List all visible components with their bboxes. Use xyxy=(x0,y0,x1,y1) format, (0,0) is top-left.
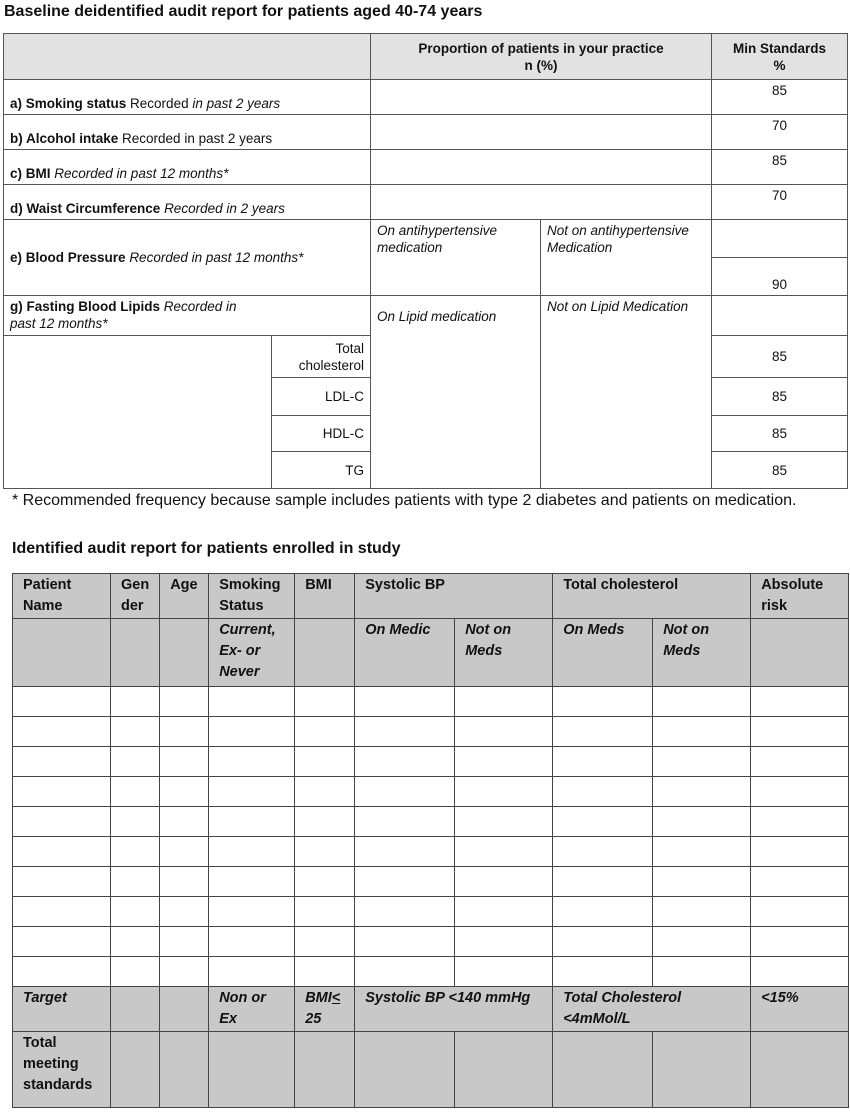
col-bmi: BMI xyxy=(295,574,355,619)
bp-not-on-med-cell[interactable]: Not on antihypertensive Medication xyxy=(541,220,712,296)
total-row: Total meeting standards xyxy=(13,1032,849,1108)
patients-audit-table xyxy=(12,573,849,1108)
header-blank xyxy=(4,34,371,80)
audit-row-bmi: c) BMI Recorded in past 12 months* 85 xyxy=(4,150,848,185)
col-systolic: Systolic BP xyxy=(355,574,553,619)
table-row xyxy=(13,927,849,957)
table-row xyxy=(13,777,849,807)
audit-row-alcohol: b) Alcohol intake Recorded in past 2 years 70 xyxy=(4,115,848,150)
proportion-cell[interactable] xyxy=(371,115,712,150)
table-row xyxy=(13,867,849,897)
patients-header-row xyxy=(13,574,849,619)
footnote: * Recommended frequency because sample includes patients with type 2 diabetes and patients on medication. xyxy=(12,492,797,509)
table-row xyxy=(13,687,849,717)
col-patient-name: Patient Name xyxy=(13,574,111,619)
audit-header-row xyxy=(4,34,848,80)
proportion-cell[interactable] xyxy=(371,150,712,185)
audit-row-lipids: g) Fasting Blood Lipids Recorded in past 12 months* On Lipid medication Not on Lipid Medication xyxy=(4,296,848,336)
target-row: Target Non or Ex BMI< 25 Systolic BP <140 mmHg Total Cholesterol <4mMol/L <15% xyxy=(13,987,849,1032)
col-age: Age xyxy=(160,574,209,619)
audit-row-bp: e) Blood Pressure Recorded in past 12 months* On antihypertensive medication Not on antihypertensive Medication xyxy=(4,220,848,258)
section2-title: Identified audit report for patients enrolled in study xyxy=(12,540,401,557)
col-absolute-risk: Absolute risk xyxy=(751,574,849,619)
lipid-row-total-cholesterol: Total cholesterol 85 xyxy=(4,336,848,378)
col-gender: Gen der xyxy=(111,574,160,619)
table-row xyxy=(13,957,849,987)
table-row xyxy=(13,807,849,837)
audit-row-smoking: a) Smoking status Recorded in past 2 years 85 xyxy=(4,80,848,115)
table-row xyxy=(13,837,849,867)
lipid-row-hdl: HDL-C 85 xyxy=(4,416,848,452)
table-row xyxy=(13,717,849,747)
lipid-row-tg: TG 85 xyxy=(4,452,848,489)
table-row xyxy=(13,747,849,777)
proportion-cell[interactable] xyxy=(371,185,712,220)
col-cholesterol: Total cholesterol xyxy=(553,574,751,619)
col-smoking: Smoking Status xyxy=(209,574,295,619)
baseline-audit-table xyxy=(3,33,848,489)
table-row xyxy=(13,897,849,927)
lipid-on-med-cell[interactable]: On Lipid medication xyxy=(371,296,541,489)
header-proportion: Proportion of patients in your practice n (%) xyxy=(371,34,712,80)
proportion-cell[interactable] xyxy=(371,80,712,115)
lipid-not-on-med-cell[interactable]: Not on Lipid Medication xyxy=(541,296,712,489)
target-bmi: BMI< 25 xyxy=(295,987,355,1032)
audit-row-waist: d) Waist Circumference Recorded in 2 years 70 xyxy=(4,185,848,220)
section1-title: Baseline deidentified audit report for patients aged 40-74 years xyxy=(4,3,483,20)
header-min-standards: Min Standards % xyxy=(712,34,848,80)
audit-row-bp-min: 90 xyxy=(4,258,848,296)
patients-subheader-row: Current, Ex- or Never On Medic Not on Meds On Meds Not on Meds xyxy=(13,619,849,687)
bp-on-med-cell[interactable]: On antihypertensive medication xyxy=(371,220,541,296)
lipid-row-ldl: LDL-C 85 xyxy=(4,378,848,416)
